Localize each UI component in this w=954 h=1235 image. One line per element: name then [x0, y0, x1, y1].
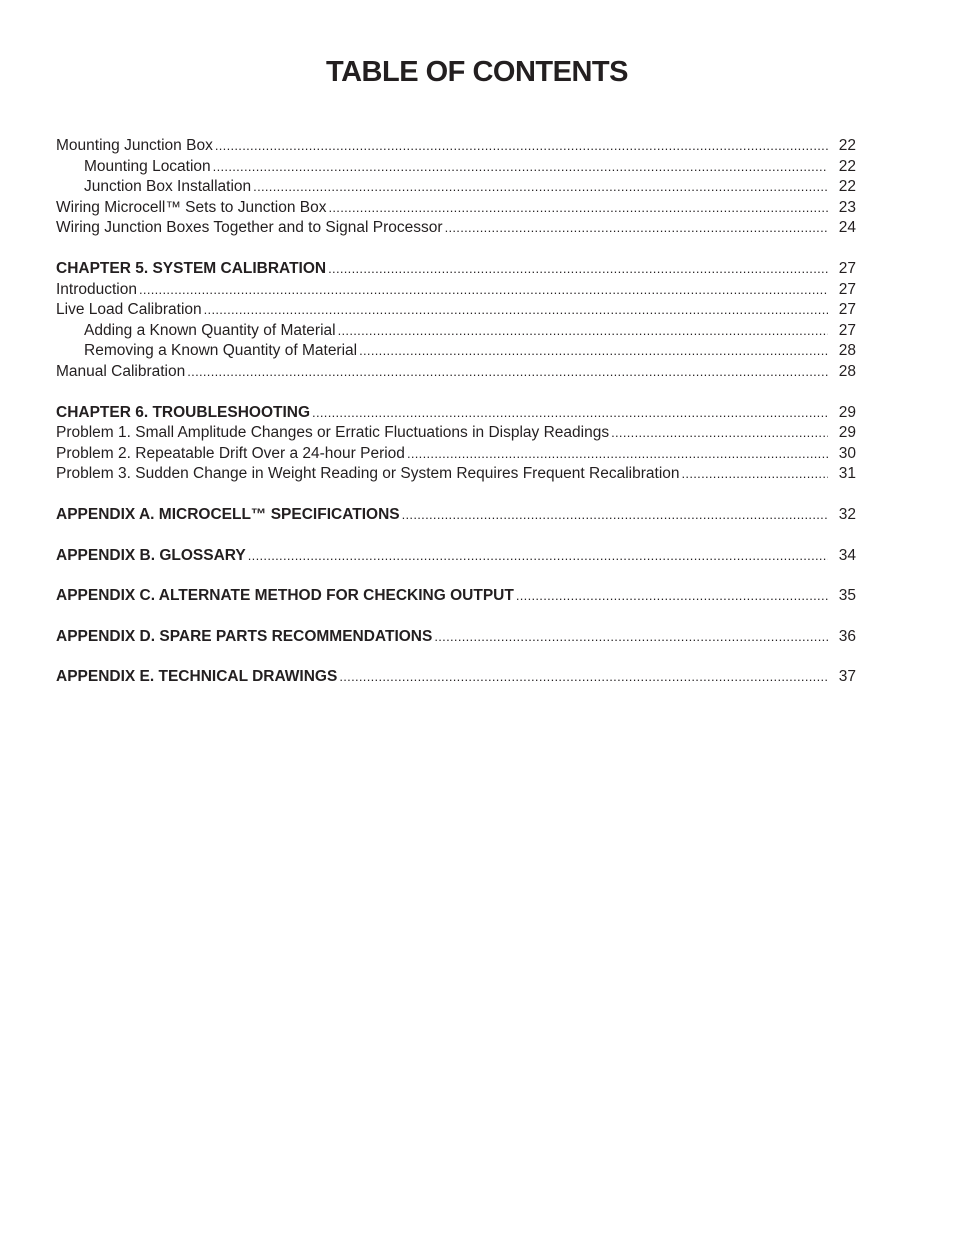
toc-page-number: 31 — [838, 465, 856, 483]
toc-page-number: 27 — [838, 280, 856, 298]
toc-entry-text — [56, 157, 211, 178]
dot-leader — [137, 280, 828, 301]
toc-entry-title: Live Load Calibration — [56, 301, 202, 319]
toc-entry-text — [56, 667, 337, 688]
toc-entry-line — [56, 627, 828, 648]
toc-entry-line — [56, 341, 828, 362]
toc-entry-title: Problem 2. Repeatable Drift Over a 24-hour Period — [56, 444, 405, 462]
dot-leader — [609, 423, 828, 444]
toc-entry[interactable] — [56, 198, 856, 219]
toc-entry-title: CHAPTER 6. TROUBLESHOOTING — [56, 403, 311, 421]
dot-leader — [310, 403, 828, 424]
toc-entry[interactable] — [56, 444, 856, 465]
dot-leader — [357, 341, 828, 362]
toc-entry[interactable] — [56, 627, 856, 648]
toc-entry[interactable] — [56, 423, 856, 444]
toc-page-number: 24 — [838, 219, 856, 237]
toc-entry[interactable] — [56, 136, 856, 157]
toc-entry[interactable] — [56, 259, 856, 280]
toc-entry-title: Problem 3. Sudden Change in Weight Reading or System Requires Frequent Recalibration — [56, 465, 680, 483]
toc-page-number: 29 — [838, 403, 856, 421]
toc-entry-text — [56, 177, 251, 198]
toc-entry-text — [56, 136, 213, 157]
toc-entry-line — [56, 280, 828, 301]
toc-entry-title: APPENDIX E. TECHNICAL DRAWINGS — [56, 668, 338, 686]
toc-entry-text — [56, 280, 137, 301]
toc-entry-text — [56, 321, 336, 342]
toc-entry[interactable] — [56, 362, 856, 383]
toc-page-number: 34 — [838, 546, 856, 564]
toc-entry-text — [56, 341, 357, 362]
dot-leader — [405, 444, 828, 465]
toc-entry-title: Introduction — [56, 280, 137, 298]
dot-leader — [443, 218, 828, 239]
dot-leader — [336, 321, 828, 342]
toc-entry[interactable] — [56, 300, 856, 321]
dot-leader — [213, 136, 828, 157]
toc-entry-title: Wiring Junction Boxes Together and to Signal Processor — [56, 219, 443, 237]
toc-entry-line — [56, 667, 828, 688]
toc-entry-title: Mounting Junction Box — [56, 137, 213, 154]
page-title: TABLE OF CONTENTS — [326, 56, 628, 88]
toc-entry-title: APPENDIX D. SPARE PARTS RECOMMENDATIONS — [56, 627, 433, 645]
toc-entry-text — [56, 423, 609, 444]
toc-page-number: 23 — [838, 198, 856, 216]
toc-entry-title: Adding a Known Quantity of Material — [84, 321, 336, 339]
toc-page-number: 35 — [838, 587, 856, 605]
toc-entry[interactable] — [56, 667, 856, 688]
dot-leader — [251, 177, 828, 198]
toc-entry-text — [56, 362, 185, 383]
toc-entry[interactable] — [56, 505, 856, 526]
toc-entry-title: Junction Box Installation — [84, 178, 252, 196]
toc-entry-line — [56, 362, 828, 383]
toc-entry-title: APPENDIX B. GLOSSARY — [56, 546, 246, 564]
toc-entry[interactable] — [56, 341, 856, 362]
toc-entry-title: Mounting Location — [84, 157, 211, 175]
toc-entry-line — [56, 403, 828, 424]
toc-entry-text — [56, 300, 202, 321]
toc-entry-line — [56, 157, 828, 178]
toc-entry[interactable] — [56, 218, 856, 239]
dot-leader — [326, 198, 828, 219]
toc-entry[interactable] — [56, 586, 856, 607]
dot-leader — [400, 505, 828, 526]
toc-page-number: 22 — [838, 137, 856, 154]
toc-entry-title: APPENDIX C. ALTERNATE METHOD FOR CHECKING OUTPUT — [56, 587, 514, 605]
dot-leader — [337, 667, 828, 688]
toc-page-number: 27 — [838, 259, 856, 277]
toc-entry-line — [56, 546, 828, 567]
toc-entry-line — [56, 300, 828, 321]
toc-entry-text — [56, 444, 405, 465]
toc-entry-text — [56, 586, 514, 607]
toc-entry-title: Wiring Microcell™ Sets to Junction Box — [56, 198, 327, 216]
toc-page-number: 27 — [838, 301, 856, 319]
toc-entry-title: Removing a Known Quantity of Material — [84, 342, 358, 360]
toc-entry[interactable] — [56, 546, 856, 567]
toc-entry-line — [56, 586, 828, 607]
toc-entry[interactable] — [56, 177, 856, 198]
dot-leader — [326, 259, 828, 280]
toc-entry-text — [56, 505, 400, 526]
toc-entry-text — [56, 198, 326, 219]
toc-page-number: 37 — [838, 668, 856, 686]
toc-page-number: 28 — [838, 342, 856, 360]
toc-entry[interactable] — [56, 403, 856, 424]
toc-page-number: 28 — [838, 362, 856, 380]
toc-page-number: 22 — [838, 178, 856, 196]
toc-entry-line — [56, 136, 828, 157]
toc-page-number: 32 — [838, 505, 856, 523]
toc-entry-text — [56, 546, 246, 567]
toc-page-number: 22 — [838, 157, 856, 175]
toc-entry-title: APPENDIX A. MICROCELL™ SPECIFICATIONS — [56, 505, 400, 523]
toc-entry-line — [56, 464, 828, 485]
toc-entry-title: Manual Calibration — [56, 362, 186, 380]
toc-entry-line — [56, 423, 828, 444]
toc-entry[interactable] — [56, 321, 856, 342]
toc-entry-text — [56, 464, 680, 485]
toc-entry-title: CHAPTER 5. SYSTEM CALIBRATION — [56, 259, 327, 277]
toc-entry-text — [56, 403, 310, 424]
toc-entry-line — [56, 218, 828, 239]
toc-entry[interactable] — [56, 157, 856, 178]
table-of-contents — [56, 136, 856, 688]
dot-leader — [680, 464, 828, 485]
dot-leader — [246, 546, 828, 567]
dot-leader — [514, 586, 828, 607]
toc-page-number: 36 — [838, 627, 856, 645]
toc-entry-text — [56, 627, 432, 648]
toc-entry-line — [56, 259, 828, 280]
toc-entry-text — [56, 259, 326, 280]
dot-leader — [202, 300, 828, 321]
toc-entry[interactable] — [56, 464, 856, 485]
toc-page-number: 27 — [838, 321, 856, 339]
toc-entry-line — [56, 177, 828, 198]
toc-page-number: 30 — [838, 444, 856, 462]
toc-entry-line — [56, 321, 828, 342]
toc-entry-text — [56, 218, 443, 239]
dot-leader — [185, 362, 828, 383]
toc-entry-title: Problem 1. Small Amplitude Changes or Erratic Fluctuations in Display Readings — [56, 424, 610, 442]
toc-entry-line — [56, 505, 828, 526]
toc-entry-line — [56, 198, 828, 219]
toc-entry-line — [56, 444, 828, 465]
toc-entry[interactable] — [56, 280, 856, 301]
toc-page-number: 29 — [838, 424, 856, 442]
dot-leader — [211, 157, 828, 178]
dot-leader — [432, 627, 828, 648]
